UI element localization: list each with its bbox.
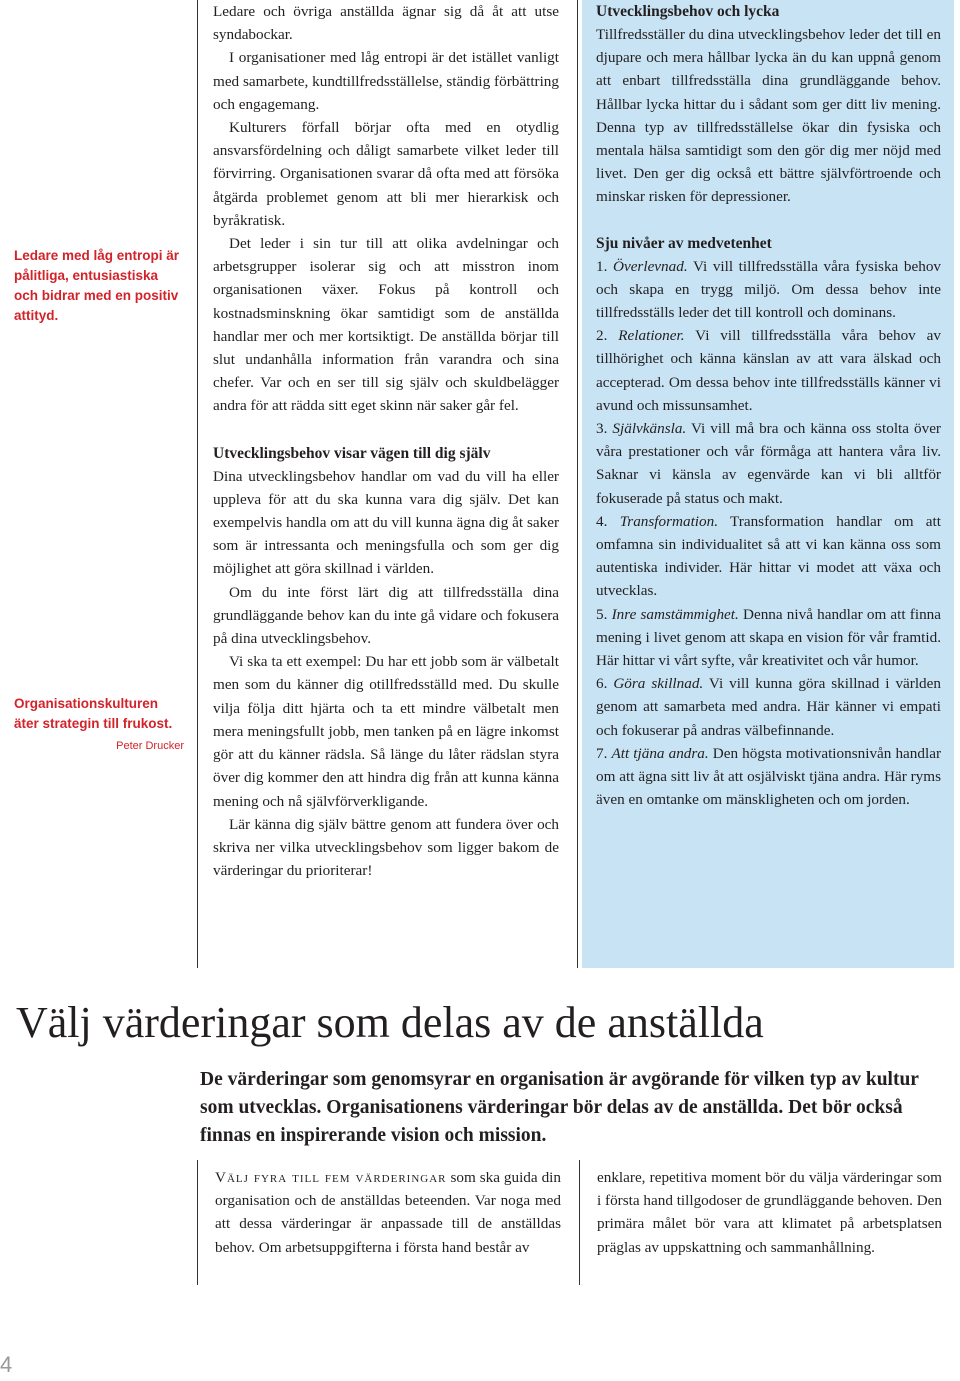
pull-quote-leaders: Ledare med låg entropi är pålitliga, entusiastiska och bidrar med en positiv attityd.: [14, 248, 180, 323]
level-item: 6. Göra skillnad. Vi vill kunna göra skillnad i världen genom att samarbeta med andra. Här känner vi empati och fokuserar på andras välbefinnande.: [596, 675, 941, 739]
box-heading: Utvecklingsbehov och lycka: [596, 3, 780, 20]
column-divider: [577, 0, 578, 968]
smallcaps-lead: Välj fyra till fem värderingar: [215, 1169, 447, 1186]
section-title: Välj värderingar som delas av de anställda: [16, 998, 764, 1047]
paragraph: Dina utvecklingsbehov handlar om vad du vill ha eller uppleva för att du ska kunna vara dig själv. Det kan exempelvis handla om att du vill kunna ägna dig åt saker som är intressanta och meningsfulla och som ger dig möjlighet att göra skillnad i världen.: [213, 467, 559, 578]
paragraph: Ledare och övriga anställda ägnar sig då åt att utse syndabockar.: [213, 3, 559, 44]
bottom-column-1: Välj fyra till fem värderingar som ska guida din organisation och de anställdas beteenden. Var noga med att dessa värderingar är anpassade till de anställdas behov. Om arbetsuppgifterna i första hand består av: [215, 1169, 561, 1256]
bottom-column-2: [597, 1166, 942, 1259]
column-divider: [197, 0, 198, 968]
level-item: 3. Självkänsla. Vi vill må bra och känna oss stolta över våra prestationer och vår förmåga att hantera våra liv. Saknar vi känsla av egenvärde kan vi bli alltför fokuserade på status och makt.: [596, 420, 941, 507]
paragraph: Kulturers förfall börjar ofta med en otydlig ansvarsfördelning och dåligt samarbete vilket leder till förvirring. Organisationen svarar då ofta med att försöka åtgärda problemet genom att bli mer hierarkisk och byråkratisk.: [213, 119, 559, 229]
column-divider: [197, 1160, 198, 1285]
paragraph: I organisationer med låg entropi är det istället vanligt med samarbete, kundtillfredsställelse, ständig förbättring och engagemang.: [213, 49, 559, 113]
paragraph: Det leder i sin tur till att olika avdelningar och arbetsgrupper isolerar sig och att misstron inom organisationen växer. Fokus på kontroll och kostnadsminskning ökar samtidigt som de anställda handlar mer och mer kortsiktigt. De anställda börjar till slut undanhålla information från varandra och sina chefer. Var och en ser till sig själv och skuldbelägger andra för att rädda sitt eget skinn när saker går fel.: [213, 235, 559, 415]
page-number: 4: [0, 1352, 13, 1377]
lead-paragraph: De värderingar som genomsyrar en organisation är avgörande för vilken typ av kultur som utvecklas. Organisationens värderingar bör delas av de anställda. Det bör också finnas en inspirerande vision och mission.: [200, 1069, 919, 1146]
level-item: 4. Transformation. Transformation handlar om att omfamna sin individualitet så att vi kan känna oss som autentiska individer. Här hittar vi modet att växa och utvecklas.: [596, 512, 941, 600]
column-divider: [579, 1160, 580, 1285]
quote-attribution: Peter Drucker: [116, 740, 184, 752]
paragraph: Lär känna dig själv bättre genom att fundera över och skriva ner vilka utvecklingsbehov som ligger bakom de värderingar du prioriterar!: [213, 815, 559, 880]
main-column: [213, 0, 559, 882]
paragraph: Om du inte först lärt dig att tillfredsställa dina grundläggande behov kan du inte gå vidare och fokusera på dina utvecklingsbehov.: [213, 583, 559, 648]
box-heading: Sju nivåer av medvetenhet: [596, 234, 772, 252]
level-item: 2. Relationer. Vi vill tillfredsställa våra behov av tillhörighet och känna känslan av att vara älskad och accepterad. Om dessa behov inte tillfredsställs känner vi avund och missunsamhet.: [596, 327, 941, 414]
section-heading: Utvecklingsbehov visar vägen till dig själv: [213, 444, 491, 462]
box-paragraph: Tillfredsställer du dina utvecklingsbehov leder det till en djupare och mera hållbar lycka än du kan uppnå genom att enbart tillfredsställa dina grundläggande behov. Hållbar lycka hittar du i sådant som ger ditt liv mening. Denna typ av tillfredsställelse ökar din fysiska och mentala hälsa samtidigt som den gör dig mer nöjd med livet. Den ger dig också ett bättre självförtroende och minskar risken för depressioner.: [596, 26, 941, 206]
pull-quote-culture: Organisationskulturen äter strategin till frukost.: [14, 696, 173, 731]
paragraph: enklare, repetitiva moment bör du välja värderingar som i första hand tillgodoser de grundläggande behoven. Den primära målet bör vara att klimatet på arbetsplatsen präglas av uppskattning och sammanhållning.: [597, 1169, 942, 1256]
info-box: [596, 0, 941, 812]
level-item: 1. Överlevnad. Vi vill tillfredsställa våra fysiska behov och skapa en trygg miljö. Om dessa behov inte tillfredsställs leder det till kontroll och dominans.: [596, 257, 942, 322]
level-item: 7. Att tjäna andra. Den högsta motivationsnivån handlar om att ägna sitt liv åt att osjälviskt tjäna andra. Här ryms även en omtanke om mänskligheten och om jorden.: [596, 744, 941, 809]
paragraph: Vi ska ta ett exempel: Du har ett jobb som är välbetalt men som du känner dig otillfredsställd med. Du skulle vilja följa ditt hjärta och ta ett mindre välbetalt men mera meningsfullt jobb, men tanken på en lägre inkomst gör att du känner rädsla. Så länge du låter rädslan styra över dig kommer den att hindra dig från att kunna känna mening och nå självförverkligande.: [213, 653, 559, 810]
level-item: 5. Inre samstämmighet. Denna nivå handlar om att finna mening i livet genom att skapa en vision för vår framtid. Här hittar vi vårt syfte, vår kreativitet och vår humor.: [596, 605, 942, 670]
